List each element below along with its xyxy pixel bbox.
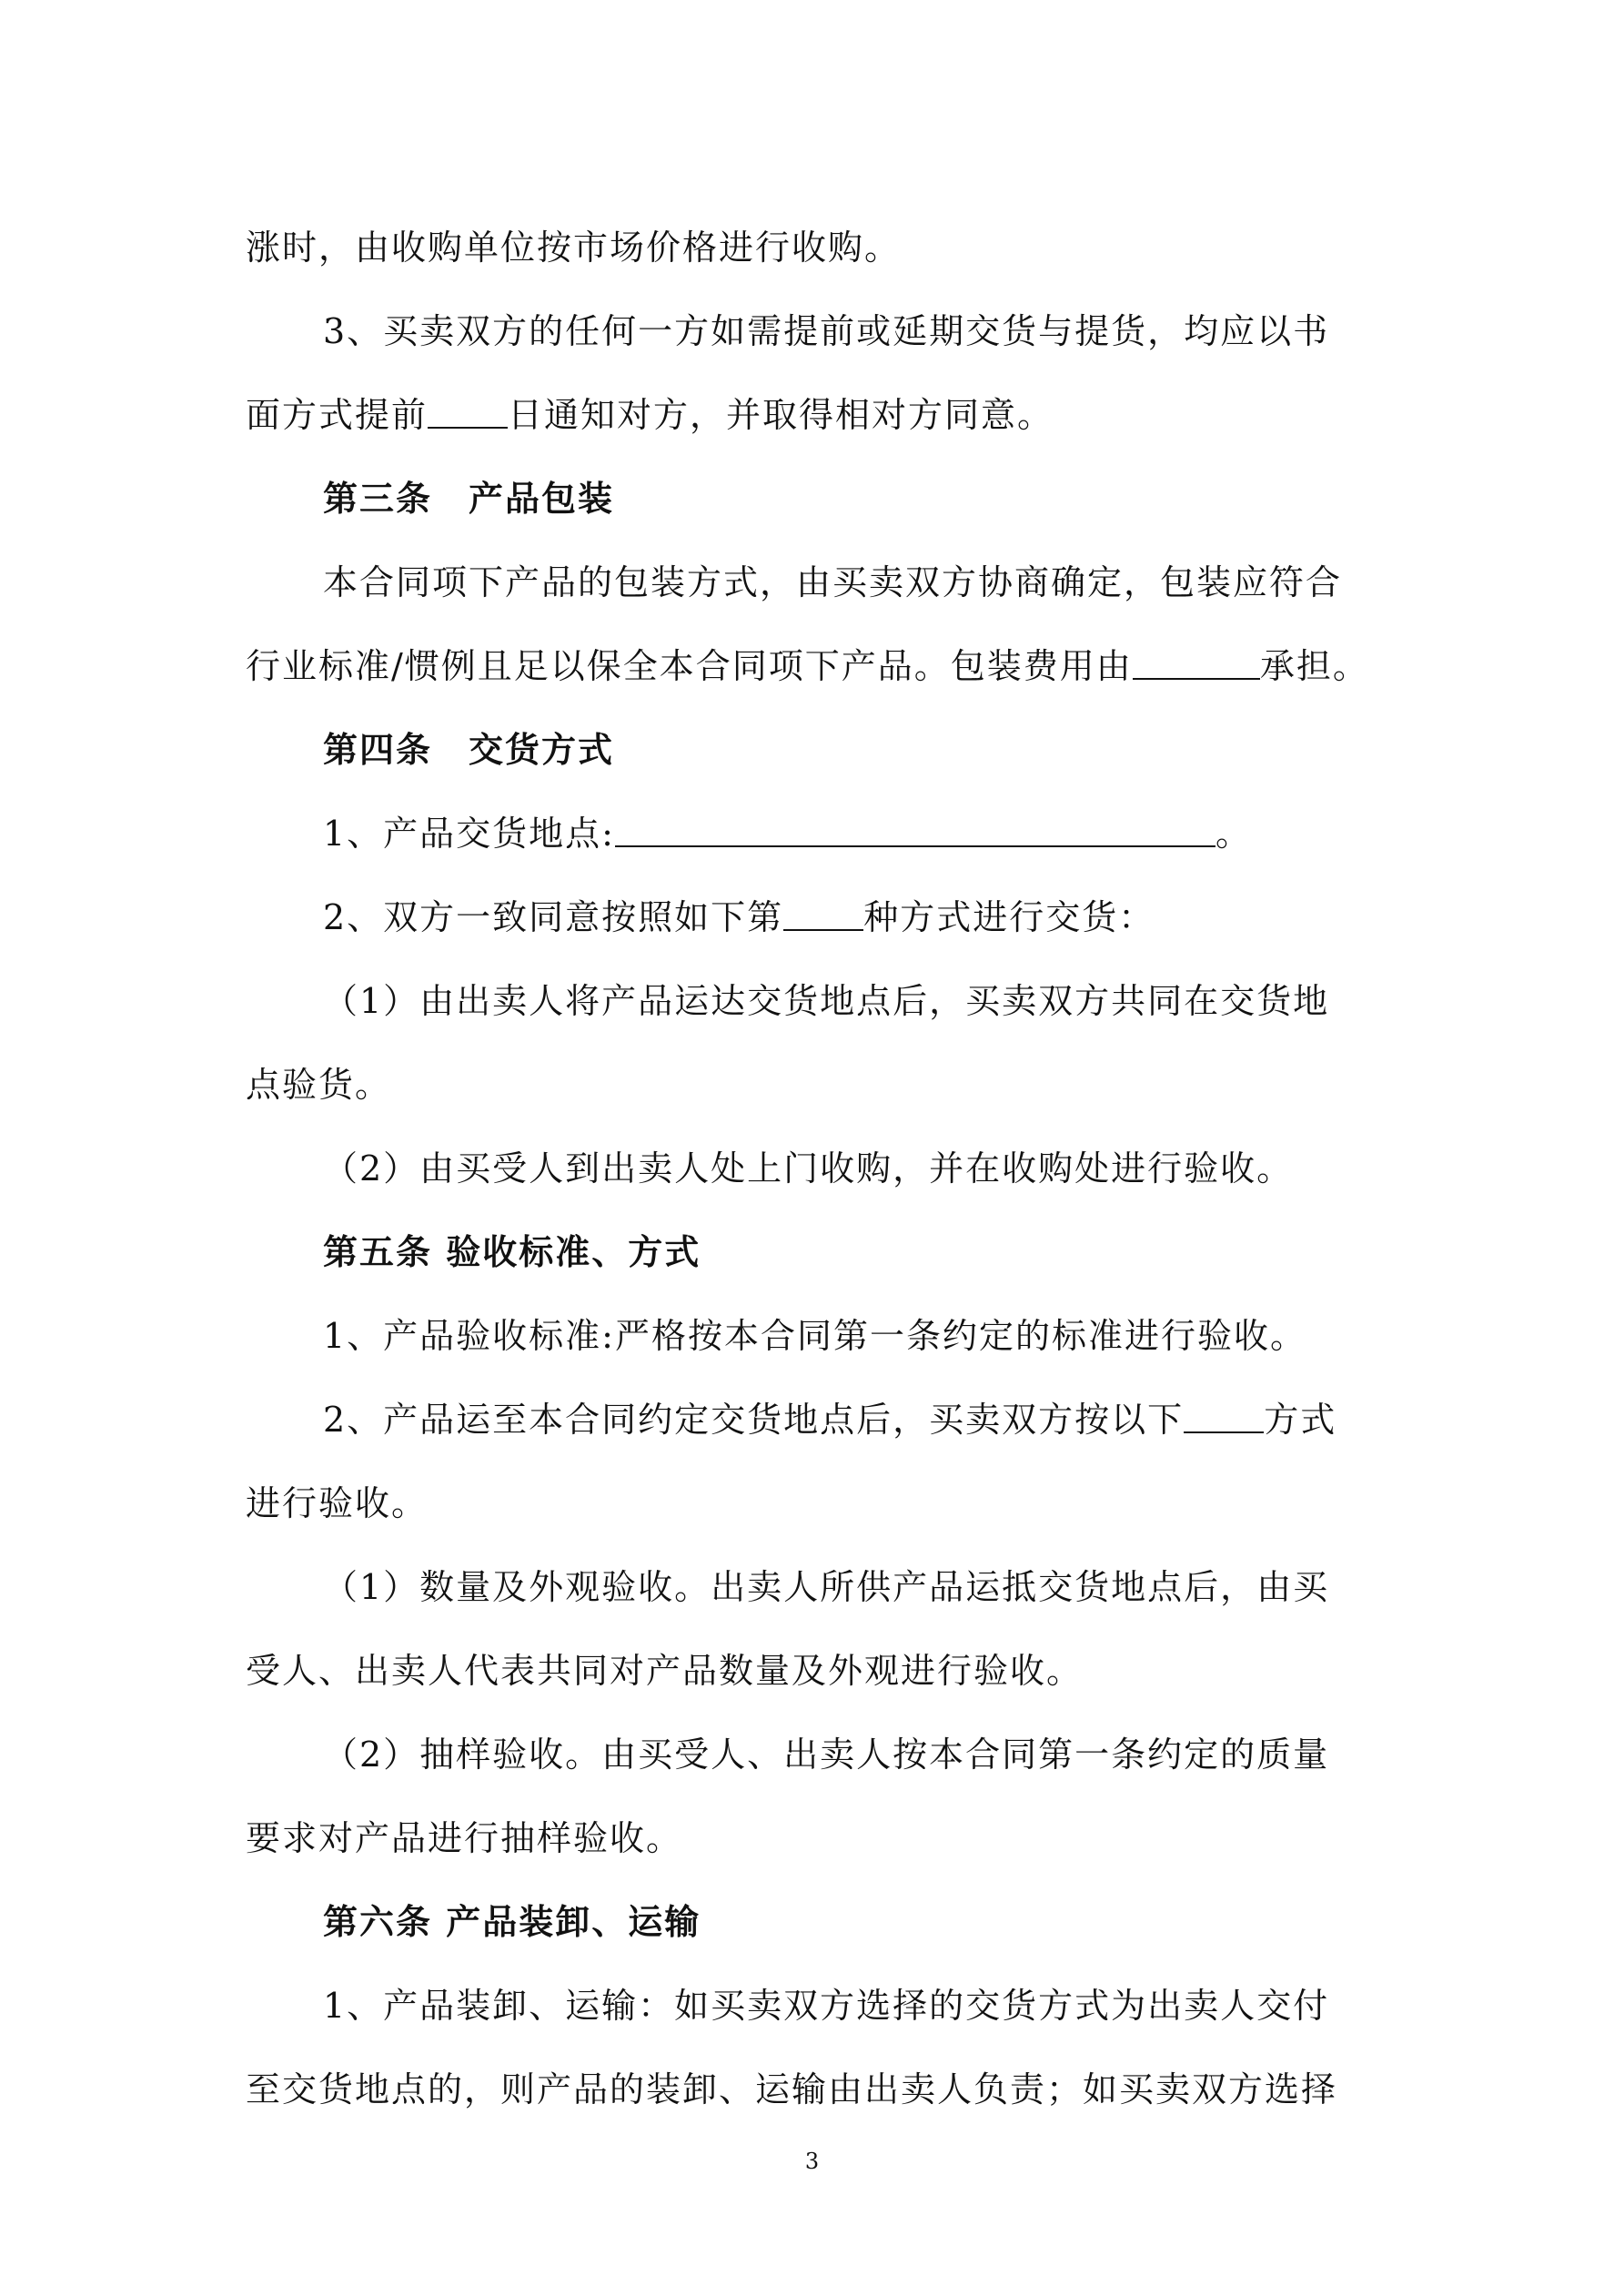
paragraph-line: 进行验收。: [246, 1483, 429, 1523]
text-segment: 2、产品运至本合同约定交货地点后，买卖双方按以下: [323, 1400, 1185, 1440]
paragraph-line: 3、买卖双方的任何一方如需提前或延期交货与提货，均应以书: [323, 311, 1330, 351]
text-segment: 承担。: [1259, 646, 1369, 686]
fill-in-blank: [428, 394, 508, 429]
text-segment: 1、产品交货地点:: [323, 814, 615, 854]
paragraph-line: 要求对产品进行抽样验收。: [246, 1818, 683, 1858]
fill-in-blank: [783, 896, 863, 931]
paragraph-line: （2）抽样验收。由买受人、出卖人按本合同第一条约定的质量: [323, 1735, 1330, 1775]
fill-in-blank: [1133, 645, 1260, 680]
paragraph-line: 1、产品验收标准:严格按本合同第一条约定的标准进行验收。: [323, 1316, 1306, 1356]
paragraph-line: 本合同项下产品的包装方式，由买卖双方协商确定，包装应符合: [323, 562, 1343, 602]
fill-in-blank: [1184, 1399, 1264, 1433]
section-heading: 第四条 交货方式: [323, 729, 615, 770]
fill-in-blank: [615, 813, 1215, 847]
paragraph-line: [246, 639, 1428, 693]
text-segment: 2、双方一致同意按照如下第: [323, 897, 784, 937]
text-segment: 种方式进行交货：: [863, 897, 1155, 937]
section-heading: 第六条 产品装卸、运输: [323, 1901, 701, 1942]
paragraph-line: [323, 890, 1506, 945]
paragraph-line: 受人、出卖人代表共同对产品数量及外观进行验收。: [246, 1651, 1084, 1691]
text-segment: 行业标准/惯例且足以保全本合同项下产品。包装费用由: [246, 646, 1133, 686]
paragraph-line: 至交货地点的，则产品的装卸、运输由出卖人负责；如买卖双方选择: [246, 2069, 1338, 2109]
paragraph-line: [246, 388, 1428, 442]
section-heading: 第五条 验收标准、方式: [323, 1231, 701, 1272]
page-number: 3: [804, 2149, 820, 2174]
paragraph-line: 点验货。: [246, 1065, 392, 1105]
text-segment: 。: [1215, 814, 1252, 854]
paragraph-line: [323, 806, 1506, 861]
section-heading: 第三条 产品包装: [323, 478, 615, 519]
text-segment: 日通知对方，并取得相对方同意。: [508, 395, 1054, 435]
paragraph-line: （2）由买受人到出卖人处上门收购，并在收购处进行验收。: [323, 1148, 1294, 1188]
paragraph-line: 1、产品装卸、运输：如买卖双方选择的交货方式为出卖人交付: [323, 1986, 1330, 2026]
paragraph-line: （1）由出卖人将产品运达交货地点后，买卖双方共同在交货地: [323, 981, 1330, 1021]
paragraph-line: 涨时，由收购单位按市场价格进行收购。: [246, 228, 902, 268]
paragraph-line: [323, 1392, 1506, 1447]
paragraph-line: （1）数量及外观验收。出卖人所供产品运抵交货地点后，由买: [323, 1567, 1330, 1607]
text-segment: 方式: [1264, 1400, 1337, 1440]
text-segment: 面方式提前: [246, 395, 429, 435]
